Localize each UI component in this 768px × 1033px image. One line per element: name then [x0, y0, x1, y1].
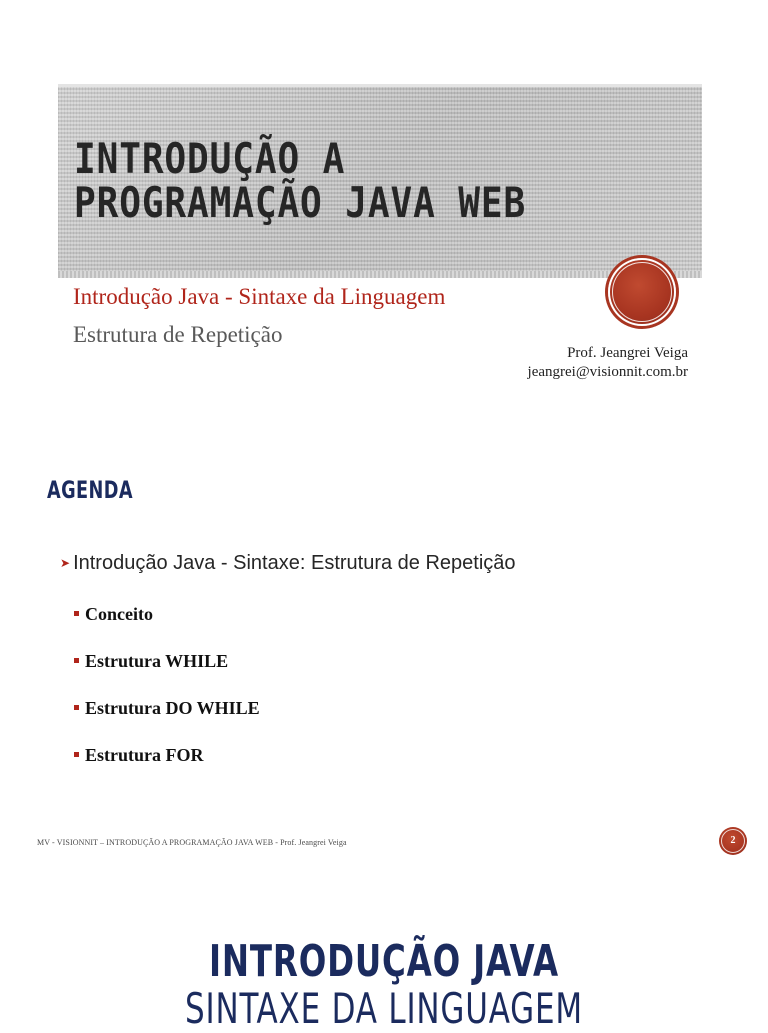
list-item	[74, 696, 260, 743]
agenda-main-bullet	[60, 552, 516, 575]
square-bullet-icon	[74, 611, 79, 616]
author-email: jeangrei@visionnit.com.br	[527, 364, 688, 380]
banner-texture	[58, 84, 702, 272]
page-number-badge: 2	[719, 827, 747, 855]
arrow-bullet-icon: ➤	[60, 556, 71, 570]
agenda-heading: AGENDA	[47, 476, 134, 504]
square-bullet-icon	[74, 752, 79, 757]
title-banner	[58, 84, 702, 278]
presentation-title: INTRODUÇÃO A PROGRAMAÇÃO JAVA WEB	[74, 134, 527, 227]
square-bullet-icon	[74, 658, 79, 663]
title-slide	[0, 0, 768, 418]
author-block	[528, 344, 688, 382]
slide-footer: MV - VISIONNIT – INTRODUÇÃO A PROGRAMAÇÃO JAVA WEB - Prof. Jeangrei Veiga	[37, 838, 347, 847]
list-item	[74, 649, 260, 696]
author-name: Prof. Jeangrei Veiga	[567, 345, 688, 361]
presentation-topic: Estrutura de Repetição	[73, 322, 283, 347]
agenda-sub-list	[74, 602, 260, 790]
banner-strip	[58, 271, 702, 278]
section-slide	[0, 880, 768, 1033]
list-item-label: Estrutura FOR	[85, 745, 204, 765]
section-subtitle: SINTAXE DA LINGUAGEM	[185, 984, 583, 1033]
list-item	[74, 743, 260, 790]
presentation-subtitle: Introdução Java - Sintaxe da Linguagem	[73, 284, 446, 309]
list-item-label: Conceito	[85, 604, 153, 624]
decorative-circle-icon	[608, 258, 676, 326]
agenda-main-text: Introdução Java - Sintaxe: Estrutura de Repetição	[73, 552, 516, 574]
list-item-label: Estrutura WHILE	[85, 651, 229, 671]
agenda-slide	[0, 440, 768, 880]
list-item	[74, 602, 260, 649]
section-title: INTRODUÇÃO JAVA	[209, 936, 559, 987]
square-bullet-icon	[74, 705, 79, 710]
list-item-label: Estrutura DO WHILE	[85, 698, 260, 718]
